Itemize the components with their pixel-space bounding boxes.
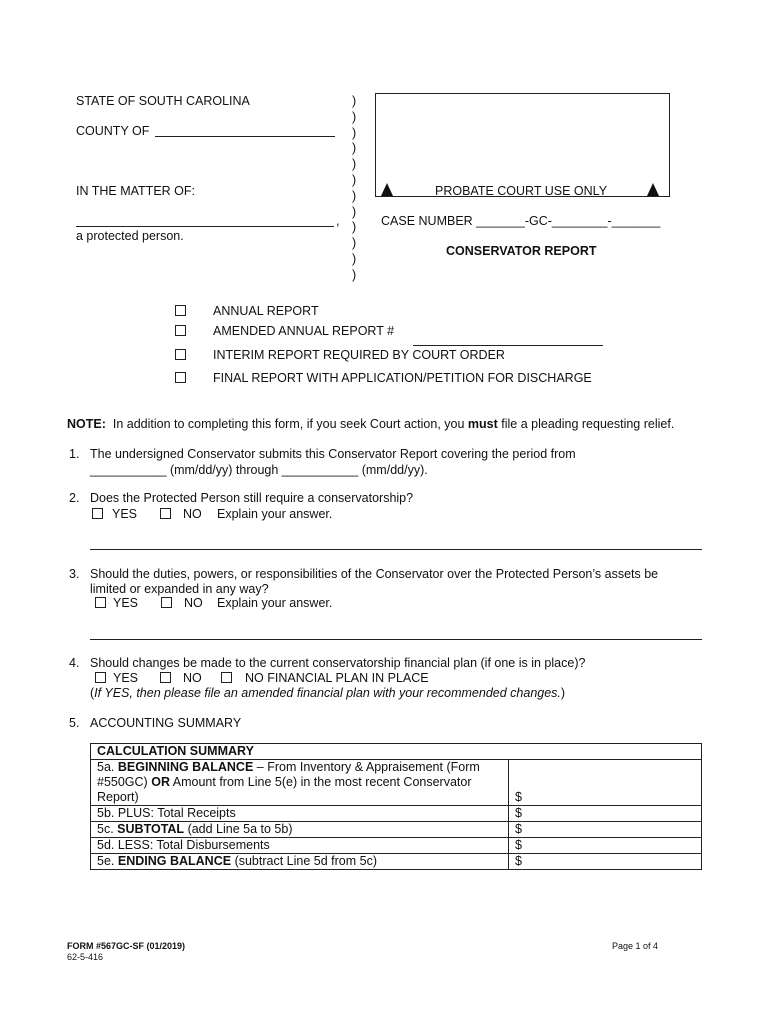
row-5d-amount[interactable]: $ <box>509 838 702 854</box>
protected-person-name-field[interactable] <box>76 226 334 227</box>
q1-period-fields[interactable]: ___________ (mm/dd/yy) through ___________ (mm/dd/yy). <box>90 463 428 477</box>
row-5c-amount[interactable]: $ <box>509 822 702 838</box>
note-text-b: file a pleading requesting relief. <box>501 417 675 431</box>
state-label: STATE OF SOUTH CAROLINA <box>76 94 250 108</box>
amended-report-number-field[interactable] <box>413 345 603 346</box>
right-marker-icon <box>647 183 659 196</box>
statute-code: 62-5-416 <box>67 952 104 962</box>
annual-report-label: ANNUAL REPORT <box>213 304 319 318</box>
q2-number: 2. <box>69 491 80 505</box>
name-comma: , <box>336 214 340 228</box>
note-text-a: In addition to completing this form, if you seek Court action, you <box>112 417 465 431</box>
q4-yes-label: YES <box>113 671 139 685</box>
note-must: must <box>467 417 498 431</box>
county-field[interactable] <box>155 136 335 137</box>
row-5b-amount[interactable]: $ <box>509 806 702 822</box>
table-row <box>91 760 702 806</box>
q2-no-label: NO <box>183 507 202 521</box>
q5-text: ACCOUNTING SUMMARY <box>90 716 242 730</box>
q4-yes-checkbox[interactable] <box>95 672 106 683</box>
row-5e-label: 5e. ENDING BALANCE (subtract Line 5d from 5c) <box>91 854 509 870</box>
q4-no-plan-checkbox[interactable] <box>221 672 232 683</box>
q2-text: Does the Protected Person still require a conservatorship? <box>90 491 414 505</box>
table-row <box>91 744 702 760</box>
amended-report-checkbox[interactable] <box>175 325 186 336</box>
q3-yes-label: YES <box>113 596 139 610</box>
q3-yes-checkbox[interactable] <box>95 597 106 608</box>
calculation-summary-header: CALCULATION SUMMARY <box>91 744 702 760</box>
case-number[interactable]: CASE NUMBER _______-GC-________-_______ <box>381 214 661 228</box>
calculation-summary-table <box>90 743 702 870</box>
form-number: FORM #567GC-SF (01/2019) <box>67 941 186 951</box>
q4-instruction: (If YES, then please file an amended financial plan with your recommended changes.) <box>90 686 566 700</box>
q2-explain-label: Explain your answer. <box>217 507 333 521</box>
matter-label: IN THE MATTER OF: <box>76 184 195 198</box>
q3-explain-label: Explain your answer. <box>217 596 333 610</box>
row-5a-label: 5a. BEGINNING BALANCE – From Inventory & Appraisement (Form #550GC) OR Amount from Line 5(e) in the most recent Conservator Report) <box>91 760 509 806</box>
interim-report-checkbox[interactable] <box>175 349 186 360</box>
caption-parentheses: ) ) ) ) ) ) ) ) ) ) ) ) <box>352 94 357 282</box>
amended-report-label: AMENDED ANNUAL REPORT # <box>213 324 395 338</box>
q2-yes-label: YES <box>112 507 138 521</box>
q5-number: 5. <box>69 716 80 730</box>
q3-no-label: NO <box>184 596 203 610</box>
q1-number: 1. <box>69 447 80 461</box>
row-5a-amount[interactable]: $ <box>509 760 702 806</box>
q3-no-checkbox[interactable] <box>161 597 172 608</box>
table-row <box>91 822 702 838</box>
row-5b-label: 5b. PLUS: Total Receipts <box>91 806 509 822</box>
q2-no-checkbox[interactable] <box>160 508 171 519</box>
q3-explanation-field[interactable] <box>90 639 702 640</box>
interim-report-label: INTERIM REPORT REQUIRED BY COURT ORDER <box>213 348 505 362</box>
note-paragraph <box>67 417 674 431</box>
row-5e-amount[interactable]: $ <box>509 854 702 870</box>
table-row <box>91 838 702 854</box>
q4-instruction-text: If YES, then please file an amended financial plan with your recommended changes. <box>94 686 561 700</box>
table-row <box>91 854 702 870</box>
probate-court-use-label: PROBATE COURT USE ONLY <box>435 184 608 198</box>
q4-no-plan-label: NO FINANCIAL PLAN IN PLACE <box>245 671 429 685</box>
q2-explanation-field[interactable] <box>90 549 702 550</box>
q4-no-label: NO <box>183 671 202 685</box>
final-report-label: FINAL REPORT WITH APPLICATION/PETITION FOR DISCHARGE <box>213 371 592 385</box>
left-marker-icon <box>381 183 393 196</box>
q4-number: 4. <box>69 656 80 670</box>
q4-text: Should changes be made to the current conservatorship financial plan (if one is in place)? <box>90 656 586 670</box>
q3-number: 3. <box>69 567 80 581</box>
page-number: Page 1 of 4 <box>612 941 659 951</box>
q4-no-checkbox[interactable] <box>160 672 171 683</box>
table-row <box>91 806 702 822</box>
row-5d-label: 5d. LESS: Total Disbursements <box>91 838 509 854</box>
q3-text-line1: Should the duties, powers, or responsibilities of the Conservator over the Protected Person’s assets be <box>90 567 659 581</box>
note-label: NOTE: <box>67 417 106 431</box>
q3-text-line2: limited or expanded in any way? <box>90 582 269 596</box>
q2-yes-checkbox[interactable] <box>92 508 103 519</box>
county-label: COUNTY OF <box>76 124 150 138</box>
form-title: CONSERVATOR REPORT <box>446 244 597 258</box>
row-5c-label: 5c. SUBTOTAL (add Line 5a to 5b) <box>91 822 509 838</box>
probate-court-use-box <box>375 93 670 197</box>
q1-text: The undersigned Conservator submits this Conservator Report covering the period from <box>90 447 576 461</box>
annual-report-checkbox[interactable] <box>175 305 186 316</box>
final-report-checkbox[interactable] <box>175 372 186 383</box>
protected-person-label: a protected person. <box>76 229 184 243</box>
